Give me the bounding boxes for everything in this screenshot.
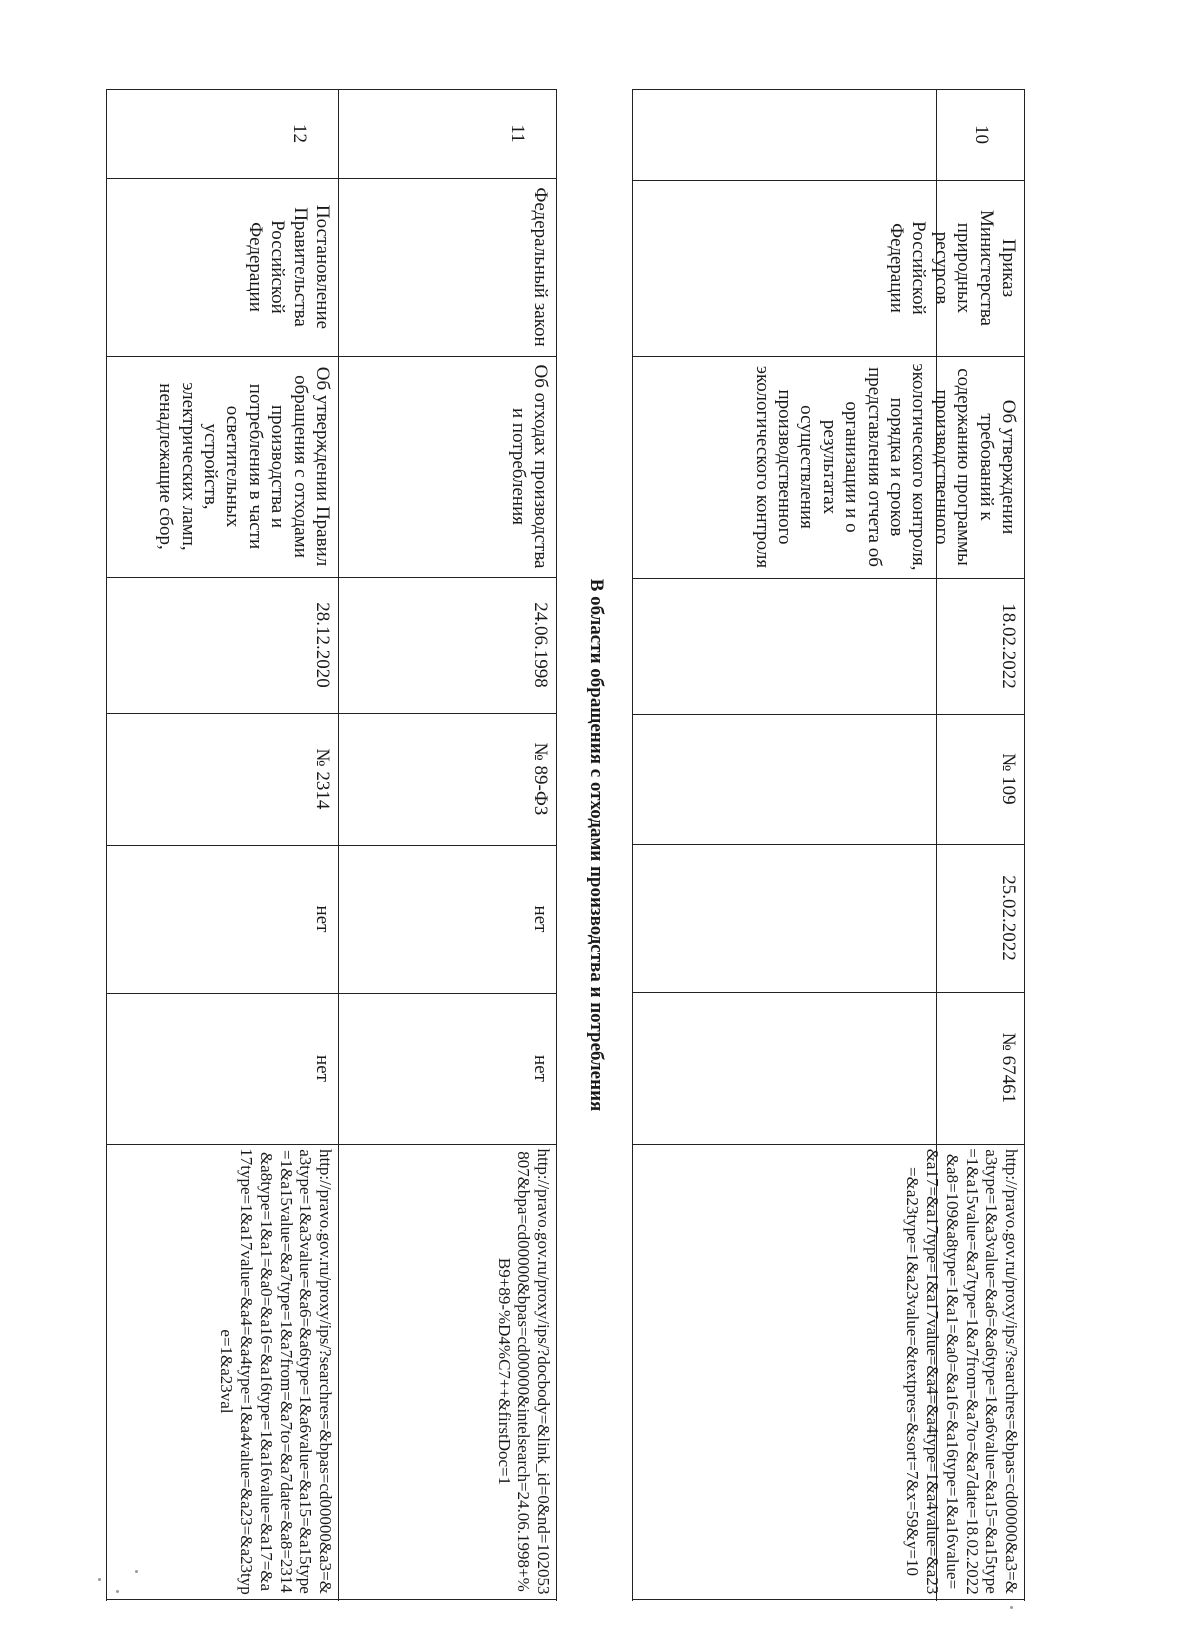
scan-speck	[135, 1570, 138, 1573]
row11-date: 24.06.1998	[530, 602, 551, 688]
scan-speck	[98, 1578, 101, 1581]
row10-date: 18.02.2022	[998, 603, 1019, 689]
row12-doc-type: Постановление Правительства Российской Федерации	[244, 204, 333, 330]
row10-reg-number: № 67461	[998, 1032, 1019, 1104]
row12-doc-number: № 2314	[312, 748, 333, 810]
row10-number: 10	[971, 125, 993, 144]
row11-link[interactable]: http://pravo.gov.ru/proxy/ips/?docbody=&link_id=0&nd=102053807&bpa=cd00000&bpas=cd00000&intelsearch=24.06.1998+%B9+89-%D4%C7++&firstDoc=1	[494, 1148, 553, 1595]
row11-reg-date: нет	[530, 905, 551, 933]
row10-doc-number: № 109	[998, 753, 1019, 805]
row12-link[interactable]: http://pravo.gov.ru/proxy/ips/?searchres=&bpas=cd00000&a3=&a3type=1&a3value=&a6=&a6type=1&a6value=&a15=&a15type=1&a15value=&a7type=1&a7from=&a7to=&a7date=&a8=2314&a8type=1&a1=&a0=&a16=&a16type=1&a16value=&a17=&a17type=1&a17value=&a4=&a4type=1&a4value=&a23=&a23type=1&a23val	[217, 1148, 335, 1595]
row12-title: Об утверждении Правил обращения с отходами производства и потребления в части осветительных устройств, электрических ламп, ненадлежащие сбор,	[155, 366, 333, 567]
scan-speck	[116, 1590, 119, 1593]
row12-reg-number: нет	[312, 1055, 333, 1082]
row10-title: Об утверждении требований к содержанию программы производственного экологического контроля, порядка и сроков представления отчета об организации и о результатах осуществления производственного экологического контроля	[751, 363, 1019, 571]
row12-date: 28.12.2020	[312, 602, 333, 688]
row11-reg-number: нет	[530, 1055, 551, 1082]
row10-doc-type: Приказ Министерства природных ресурсов Российской Федерации	[885, 210, 1019, 326]
row12-number: 12	[289, 124, 311, 143]
row10-link[interactable]: http://pravo.gov.ru/proxy/ips/?searchres=&bpas=cd00000&a3=&a3type=1&a3value=&a6=&a6type=1&a6value=&a15=&a15type=1&a15value=&a7type=1&a7from=&a7to=&a7date=18.02.2022&a8=109&a8type=1&a1=&a0=&a16=&a16type=1&a16value=&a17=&a17type=1&a17value=&a4=&a4type=1&a4value=&a23=&a23type=1&a23value=&textpres=&sort=7&x=59&y=10	[903, 1148, 1021, 1595]
row11-number: 11	[507, 124, 529, 143]
scan-speck	[1010, 1606, 1013, 1609]
row12-reg-date: нет	[312, 905, 333, 933]
legal-acts-table	[105, 89, 1025, 1601]
row11-doc-number: № 89-ФЗ	[530, 742, 551, 816]
row10-reg-date: 25.02.2022	[998, 875, 1019, 961]
section-title: В области обращения с отходами производства и потребления	[586, 578, 607, 1112]
row11-doc-type: Федеральный закон	[530, 187, 551, 347]
row11-title: Об отходах производства и потребления	[507, 364, 551, 569]
rotated-document	[105, 89, 1025, 1601]
